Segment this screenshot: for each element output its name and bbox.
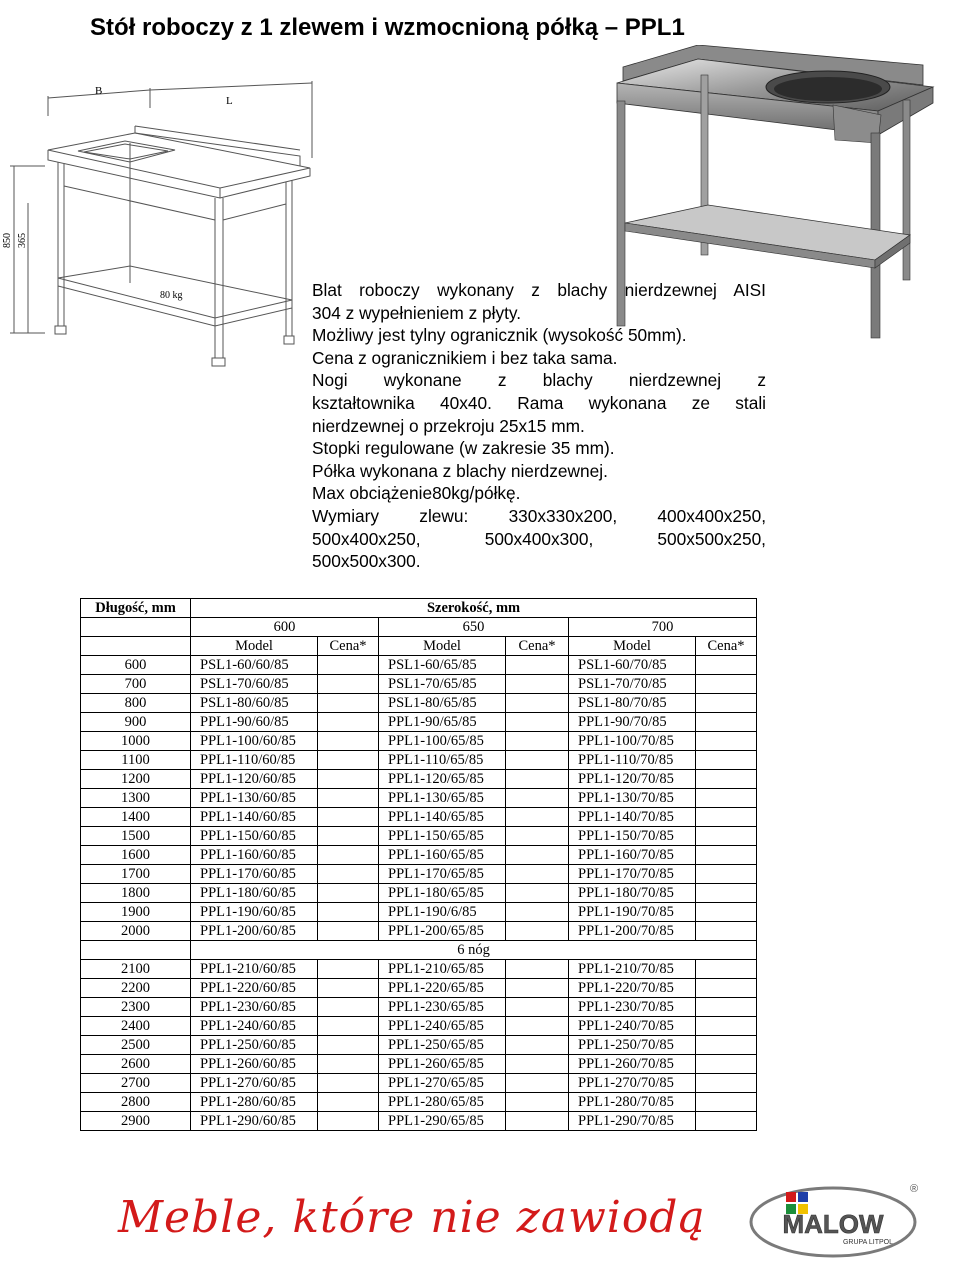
drawing-label-365: 365 — [17, 233, 28, 248]
price-cell — [506, 960, 569, 979]
length-cell: 1600 — [81, 846, 191, 865]
model-cell: PPL1-130/65/85 — [379, 789, 506, 808]
width-value: 650 — [379, 618, 569, 637]
model-cell: PSL1-70/60/85 — [191, 675, 318, 694]
desc-line: kształtownika 40x40. Rama wykonana ze stali — [312, 392, 766, 413]
price-cell — [318, 998, 379, 1017]
model-cell: PPL1-270/70/85 — [569, 1074, 696, 1093]
table-row — [81, 751, 757, 770]
price-cell — [696, 1074, 757, 1093]
model-cell: PPL1-150/70/85 — [569, 827, 696, 846]
table-row — [81, 827, 757, 846]
length-cell: 2300 — [81, 998, 191, 1017]
length-cell: 2900 — [81, 1112, 191, 1131]
table-row — [81, 694, 757, 713]
table-row — [81, 922, 757, 941]
price-cell — [696, 998, 757, 1017]
width-value: 700 — [569, 618, 757, 637]
length-cell: 900 — [81, 713, 191, 732]
price-cell — [318, 865, 379, 884]
table-row — [81, 808, 757, 827]
model-cell: PPL1-210/60/85 — [191, 960, 318, 979]
price-cell — [506, 846, 569, 865]
model-cell: PPL1-230/65/85 — [379, 998, 506, 1017]
table-row — [81, 1074, 757, 1093]
price-cell — [318, 1055, 379, 1074]
model-cell: PPL1-150/60/85 — [191, 827, 318, 846]
desc-line: 500x400x250, 500x400x300, 500x500x250, — [312, 528, 766, 549]
price-cell — [696, 1017, 757, 1036]
price-cell — [696, 656, 757, 675]
model-cell: PSL1-70/70/85 — [569, 675, 696, 694]
model-cell: PPL1-250/70/85 — [569, 1036, 696, 1055]
model-cell: PPL1-220/65/85 — [379, 979, 506, 998]
model-cell: PPL1-100/65/85 — [379, 732, 506, 751]
price-cell — [696, 789, 757, 808]
price-cell — [506, 789, 569, 808]
table-row — [81, 1017, 757, 1036]
table-row — [81, 865, 757, 884]
model-cell: PPL1-200/65/85 — [379, 922, 506, 941]
empty-cell — [81, 637, 191, 656]
price-cell — [506, 770, 569, 789]
price-cell — [506, 1112, 569, 1131]
price-cell — [318, 1017, 379, 1036]
length-cell: 600 — [81, 656, 191, 675]
desc-line: 500x500x300. — [312, 551, 421, 572]
logo-square-red — [786, 1192, 796, 1202]
model-cell: PSL1-80/60/85 — [191, 694, 318, 713]
length-cell: 1300 — [81, 789, 191, 808]
table-row — [81, 732, 757, 751]
length-cell: 1000 — [81, 732, 191, 751]
price-cell — [696, 1093, 757, 1112]
model-cell: PPL1-270/65/85 — [379, 1074, 506, 1093]
model-cell: PPL1-280/60/85 — [191, 1093, 318, 1112]
length-cell: 2400 — [81, 1017, 191, 1036]
price-label: Cena* — [696, 637, 757, 656]
price-cell — [318, 713, 379, 732]
description — [312, 279, 766, 573]
table-row — [81, 884, 757, 903]
model-cell: PPL1-290/65/85 — [379, 1112, 506, 1131]
six-legs-separator: 6 nóg — [191, 941, 757, 960]
price-cell — [696, 903, 757, 922]
price-cell — [318, 732, 379, 751]
model-label: Model — [569, 637, 696, 656]
price-table — [80, 598, 757, 1131]
price-cell — [506, 656, 569, 675]
table-row — [81, 903, 757, 922]
price-cell — [318, 1074, 379, 1093]
price-cell — [506, 884, 569, 903]
page-title: Stół roboczy z 1 zlewem i wzmocnioną półką – PPL1 — [90, 14, 685, 41]
price-cell — [696, 865, 757, 884]
model-cell: PPL1-110/70/85 — [569, 751, 696, 770]
price-cell — [318, 846, 379, 865]
price-cell — [318, 694, 379, 713]
price-cell — [318, 656, 379, 675]
model-cell: PPL1-140/60/85 — [191, 808, 318, 827]
table-body-a — [81, 656, 757, 941]
price-cell — [318, 922, 379, 941]
price-cell — [696, 960, 757, 979]
price-cell — [696, 751, 757, 770]
model-cell: PSL1-60/65/85 — [379, 656, 506, 675]
model-cell: PPL1-240/70/85 — [569, 1017, 696, 1036]
logo-subtext: GRUPA LITPOL — [842, 1239, 894, 1246]
price-cell — [318, 770, 379, 789]
length-cell: 1400 — [81, 808, 191, 827]
model-cell: PPL1-190/70/85 — [569, 903, 696, 922]
model-cell: PPL1-280/70/85 — [569, 1093, 696, 1112]
model-cell: PPL1-130/70/85 — [569, 789, 696, 808]
table-row — [81, 713, 757, 732]
model-cell: PPL1-220/60/85 — [191, 979, 318, 998]
model-cell: PPL1-170/70/85 — [569, 865, 696, 884]
table-body-b — [81, 960, 757, 1131]
length-cell: 2000 — [81, 922, 191, 941]
model-cell: PPL1-110/65/85 — [379, 751, 506, 770]
logo-text: MALOW — [782, 1209, 884, 1239]
price-cell — [506, 1055, 569, 1074]
registered-mark: ® — [910, 1183, 919, 1195]
desc-line: Możliwy jest tylny ogranicznik (wysokość 50mm). — [312, 325, 687, 346]
model-cell: PPL1-250/65/85 — [379, 1036, 506, 1055]
model-cell: PPL1-230/60/85 — [191, 998, 318, 1017]
length-header: Długość, mm — [81, 599, 191, 618]
model-cell: PPL1-260/65/85 — [379, 1055, 506, 1074]
desc-line: Wymiary zlewu: 330x330x200, 400x400x250, — [312, 505, 766, 526]
price-cell — [318, 751, 379, 770]
desc-line: Półka wykonana z blachy nierdzewnej. — [312, 460, 608, 481]
price-cell — [696, 1036, 757, 1055]
model-cell: PPL1-150/65/85 — [379, 827, 506, 846]
price-cell — [506, 675, 569, 694]
model-cell: PSL1-60/70/85 — [569, 656, 696, 675]
desc-line: 304 z wypełnieniem z płyty. — [312, 302, 522, 323]
price-cell — [506, 694, 569, 713]
model-cell: PSL1-70/65/85 — [379, 675, 506, 694]
price-cell — [506, 808, 569, 827]
model-cell: PPL1-190/6/85 — [379, 903, 506, 922]
model-cell: PPL1-210/70/85 — [569, 960, 696, 979]
price-cell — [506, 865, 569, 884]
model-cell: PPL1-160/65/85 — [379, 846, 506, 865]
model-cell: PPL1-120/70/85 — [569, 770, 696, 789]
price-cell — [506, 732, 569, 751]
price-cell — [506, 998, 569, 1017]
model-cell: PPL1-210/65/85 — [379, 960, 506, 979]
length-cell: 2200 — [81, 979, 191, 998]
table-row — [81, 846, 757, 865]
table-row — [81, 1055, 757, 1074]
price-cell — [696, 808, 757, 827]
model-cell: PPL1-180/60/85 — [191, 884, 318, 903]
slogan: Meble, które nie zawiodą — [118, 1192, 706, 1243]
model-label: Model — [379, 637, 506, 656]
empty-cell — [81, 618, 191, 637]
price-cell — [318, 789, 379, 808]
length-cell: 800 — [81, 694, 191, 713]
price-cell — [318, 1093, 379, 1112]
price-label: Cena* — [318, 637, 379, 656]
table-row — [81, 1036, 757, 1055]
price-cell — [506, 1074, 569, 1093]
model-cell: PPL1-290/60/85 — [191, 1112, 318, 1131]
length-cell: 1100 — [81, 751, 191, 770]
length-cell: 2800 — [81, 1093, 191, 1112]
model-cell: PPL1-170/65/85 — [379, 865, 506, 884]
model-cell: PPL1-250/60/85 — [191, 1036, 318, 1055]
price-cell — [696, 1055, 757, 1074]
model-cell: PPL1-90/70/85 — [569, 713, 696, 732]
model-cell: PPL1-290/70/85 — [569, 1112, 696, 1131]
length-cell: 2600 — [81, 1055, 191, 1074]
model-cell: PPL1-170/60/85 — [191, 865, 318, 884]
length-cell: 1800 — [81, 884, 191, 903]
desc-line: Blat roboczy wykonany z blachy nierdzewnej AISI — [312, 280, 766, 300]
table-row — [81, 960, 757, 979]
model-cell: PPL1-130/60/85 — [191, 789, 318, 808]
drawing-label-load: 80 kg — [160, 290, 183, 301]
length-cell: 2100 — [81, 960, 191, 979]
model-cell: PSL1-60/60/85 — [191, 656, 318, 675]
table-row — [81, 998, 757, 1017]
table-row — [81, 1112, 757, 1131]
model-cell: PPL1-270/60/85 — [191, 1074, 318, 1093]
drawing-label-b: B — [95, 85, 103, 97]
length-cell: 1500 — [81, 827, 191, 846]
price-cell — [696, 884, 757, 903]
table-row — [81, 675, 757, 694]
model-cell: PPL1-120/60/85 — [191, 770, 318, 789]
price-cell — [318, 979, 379, 998]
model-cell: PPL1-240/65/85 — [379, 1017, 506, 1036]
table-row — [81, 770, 757, 789]
length-cell: 1700 — [81, 865, 191, 884]
width-value: 600 — [191, 618, 379, 637]
length-cell: 2700 — [81, 1074, 191, 1093]
model-cell: PPL1-90/60/85 — [191, 713, 318, 732]
model-cell: PPL1-180/70/85 — [569, 884, 696, 903]
price-cell — [318, 884, 379, 903]
table-row — [81, 979, 757, 998]
price-cell — [696, 732, 757, 751]
price-cell — [696, 846, 757, 865]
price-cell — [696, 770, 757, 789]
model-label: Model — [191, 637, 318, 656]
price-cell — [506, 751, 569, 770]
model-cell: PPL1-120/65/85 — [379, 770, 506, 789]
model-cell: PPL1-140/70/85 — [569, 808, 696, 827]
price-cell — [696, 1112, 757, 1131]
model-cell: PPL1-100/60/85 — [191, 732, 318, 751]
price-cell — [696, 979, 757, 998]
model-cell: PPL1-200/70/85 — [569, 922, 696, 941]
logo-square-blue — [798, 1192, 808, 1202]
price-cell — [696, 675, 757, 694]
table-row — [81, 656, 757, 675]
length-cell: 1900 — [81, 903, 191, 922]
model-cell: PPL1-160/60/85 — [191, 846, 318, 865]
desc-line: Nogi wykonane z blachy nierdzewnej z — [312, 370, 766, 391]
price-cell — [696, 922, 757, 941]
model-cell: PPL1-200/60/85 — [191, 922, 318, 941]
price-cell — [506, 903, 569, 922]
price-cell — [506, 713, 569, 732]
model-cell: PPL1-280/65/85 — [379, 1093, 506, 1112]
model-cell: PSL1-80/70/85 — [569, 694, 696, 713]
price-cell — [318, 675, 379, 694]
length-cell: 1200 — [81, 770, 191, 789]
price-cell — [506, 1036, 569, 1055]
price-cell — [318, 960, 379, 979]
length-cell: 2500 — [81, 1036, 191, 1055]
price-cell — [506, 1093, 569, 1112]
model-cell: PPL1-180/65/85 — [379, 884, 506, 903]
model-cell: PPL1-160/70/85 — [569, 846, 696, 865]
model-cell: PPL1-110/60/85 — [191, 751, 318, 770]
price-cell — [696, 713, 757, 732]
model-cell: PPL1-220/70/85 — [569, 979, 696, 998]
model-cell: PPL1-260/70/85 — [569, 1055, 696, 1074]
model-cell: PPL1-260/60/85 — [191, 1055, 318, 1074]
price-cell — [318, 827, 379, 846]
price-cell — [318, 1112, 379, 1131]
desc-line: Cena z ogranicznikiem i bez taka sama. — [312, 347, 618, 368]
price-label: Cena* — [506, 637, 569, 656]
table-row — [81, 1093, 757, 1112]
desc-line: Max obciążenie80kg/półkę. — [312, 483, 521, 504]
drawing-label-850: 850 — [2, 233, 13, 248]
model-cell: PSL1-80/65/85 — [379, 694, 506, 713]
price-cell — [318, 1036, 379, 1055]
technical-drawing — [0, 78, 320, 368]
empty-cell — [81, 941, 191, 960]
price-cell — [696, 694, 757, 713]
table-row — [81, 789, 757, 808]
price-cell — [318, 903, 379, 922]
price-cell — [506, 979, 569, 998]
price-cell — [318, 808, 379, 827]
model-cell: PPL1-100/70/85 — [569, 732, 696, 751]
price-cell — [506, 1017, 569, 1036]
model-cell: PPL1-230/70/85 — [569, 998, 696, 1017]
desc-line: nierdzewnej o przekroju 25x15 mm. — [312, 415, 585, 436]
width-header: Szerokość, mm — [191, 599, 757, 618]
malow-logo — [748, 1180, 923, 1258]
price-cell — [696, 827, 757, 846]
price-cell — [506, 922, 569, 941]
model-cell: PPL1-90/65/85 — [379, 713, 506, 732]
length-cell: 700 — [81, 675, 191, 694]
model-cell: PPL1-190/60/85 — [191, 903, 318, 922]
price-cell — [506, 827, 569, 846]
model-cell: PPL1-240/60/85 — [191, 1017, 318, 1036]
drawing-label-l: L — [226, 95, 233, 107]
model-cell: PPL1-140/65/85 — [379, 808, 506, 827]
desc-line: Stopki regulowane (w zakresie 35 mm). — [312, 438, 615, 459]
